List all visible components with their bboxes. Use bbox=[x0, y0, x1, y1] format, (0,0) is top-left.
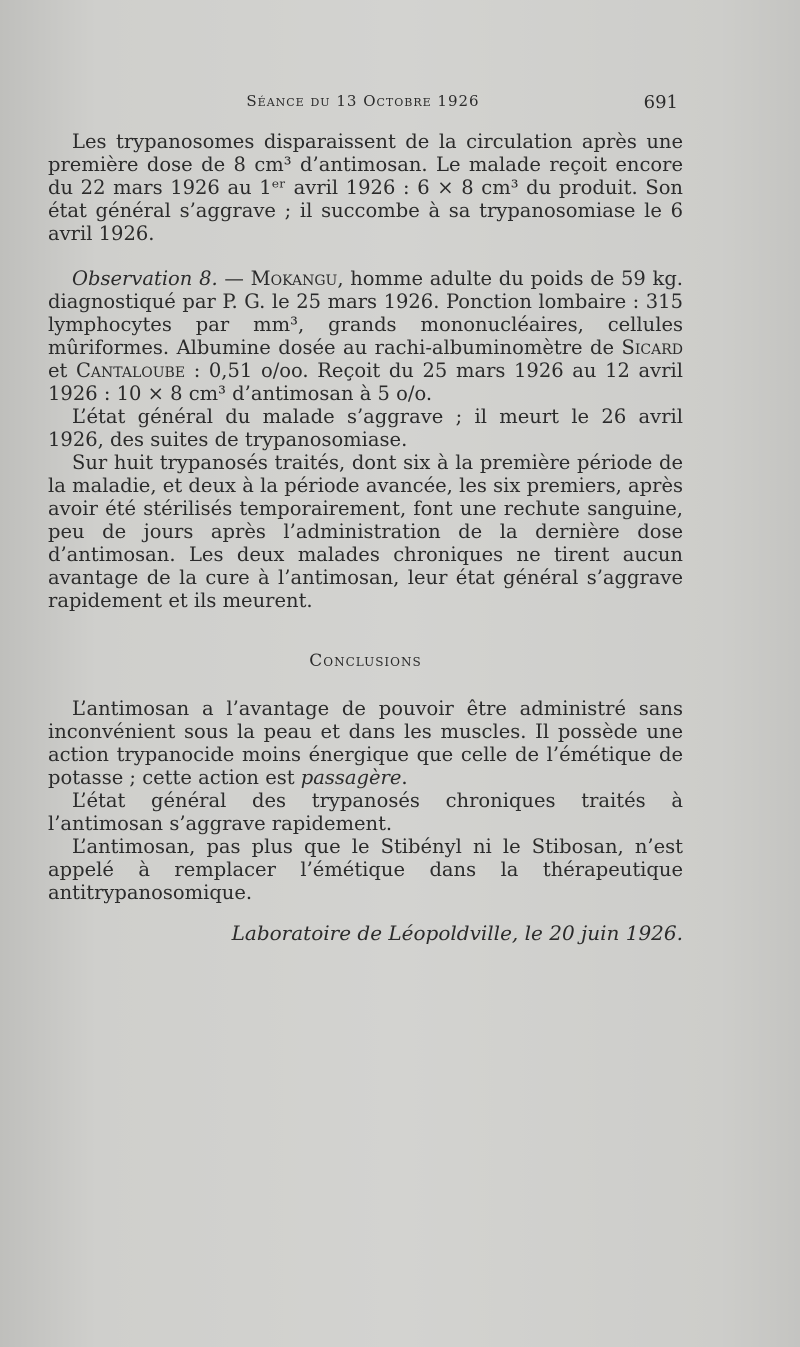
observation-text-1: , homme adulte du poids de 59 kg. diagnostiqué par P. G. le 25 mars 1926. Ponction lombaire : 315 lymphocytes par mm³, grands mononucléaires, cellules mûriformes. Albumine dosée au rachi-albuminomètre de bbox=[48, 267, 684, 359]
article-body bbox=[48, 130, 683, 945]
patient-name: Mokangu bbox=[250, 267, 338, 290]
observation-et: et bbox=[48, 359, 77, 382]
author-cantaloube: Cantaloube bbox=[76, 359, 186, 382]
paragraph-observation-8 bbox=[48, 267, 683, 405]
signoff: Laboratoire de Léopoldville, le 20 juin 1926. bbox=[231, 921, 683, 945]
page-number: 691 bbox=[643, 92, 678, 113]
paragraph-summary: Sur huit trypanosés traités, dont six à la première période de la maladie, et deux à la période avancée, les six premiers, après avoir été stérilisés temporairement, font une rechute sanguine, peu de jours après l’administration de la dernière dose d’antimosan. Les deux malades chroniques ne tirent aucun avantage de la cure à l’antimosan, leur état général s’aggrave rapidement et ils meurent. bbox=[48, 451, 683, 612]
running-title: Séance du 13 Octobre 1926 bbox=[246, 92, 480, 110]
conclusion-1-italic: passagère bbox=[300, 766, 402, 789]
conclusion-1-text: L’antimosan a l’avantage de pouvoir être administré sans inconvénient sous la peau et dans les muscles. Il possède une action trypanocide moins énergique que celle de l’émétique de potasse ; cette action est bbox=[48, 697, 683, 789]
observation-dash: — bbox=[217, 267, 251, 290]
page-header bbox=[48, 92, 678, 116]
conclusion-1 bbox=[48, 697, 683, 789]
author-sicard: Sicard bbox=[621, 336, 683, 359]
conclusions-heading: Conclusions bbox=[309, 651, 422, 671]
conclusion-1-end: . bbox=[401, 766, 408, 789]
paragraph-outcome: L’état général du malade s’aggrave ; il meurt le 26 avril 1926, des suites de trypanosomiase. bbox=[48, 405, 683, 451]
observation-text-2: : 0,51 o/oo. Reçoit du 25 mars 1926 au 12 avril 1926 : 10 × 8 cm³ d’antimosan à 5 o/o. bbox=[48, 359, 683, 405]
observation-label: Observation 8. bbox=[72, 267, 218, 290]
conclusion-3: L’antimosan, pas plus que le Stibényl ni le Stibosan, n’est appelé à remplacer l’émétique dans la thérapeutique antitrypanosomique. bbox=[48, 835, 683, 904]
conclusion-2: L’état général des trypanosés chroniques traités à l’antimosan s’aggrave rapidement. bbox=[48, 789, 683, 835]
paragraph-trypanosomes: Les trypanosomes disparaissent de la circulation après une première dose de 8 cm³ d’antimosan. Le malade reçoit encore du 22 mars 1926 au 1ᵉʳ avril 1926 : 6 × 8 cm³ du produit. Son état général s’aggrave ; il succombe à sa trypanosomiase le 6 avril 1926. bbox=[48, 130, 683, 245]
